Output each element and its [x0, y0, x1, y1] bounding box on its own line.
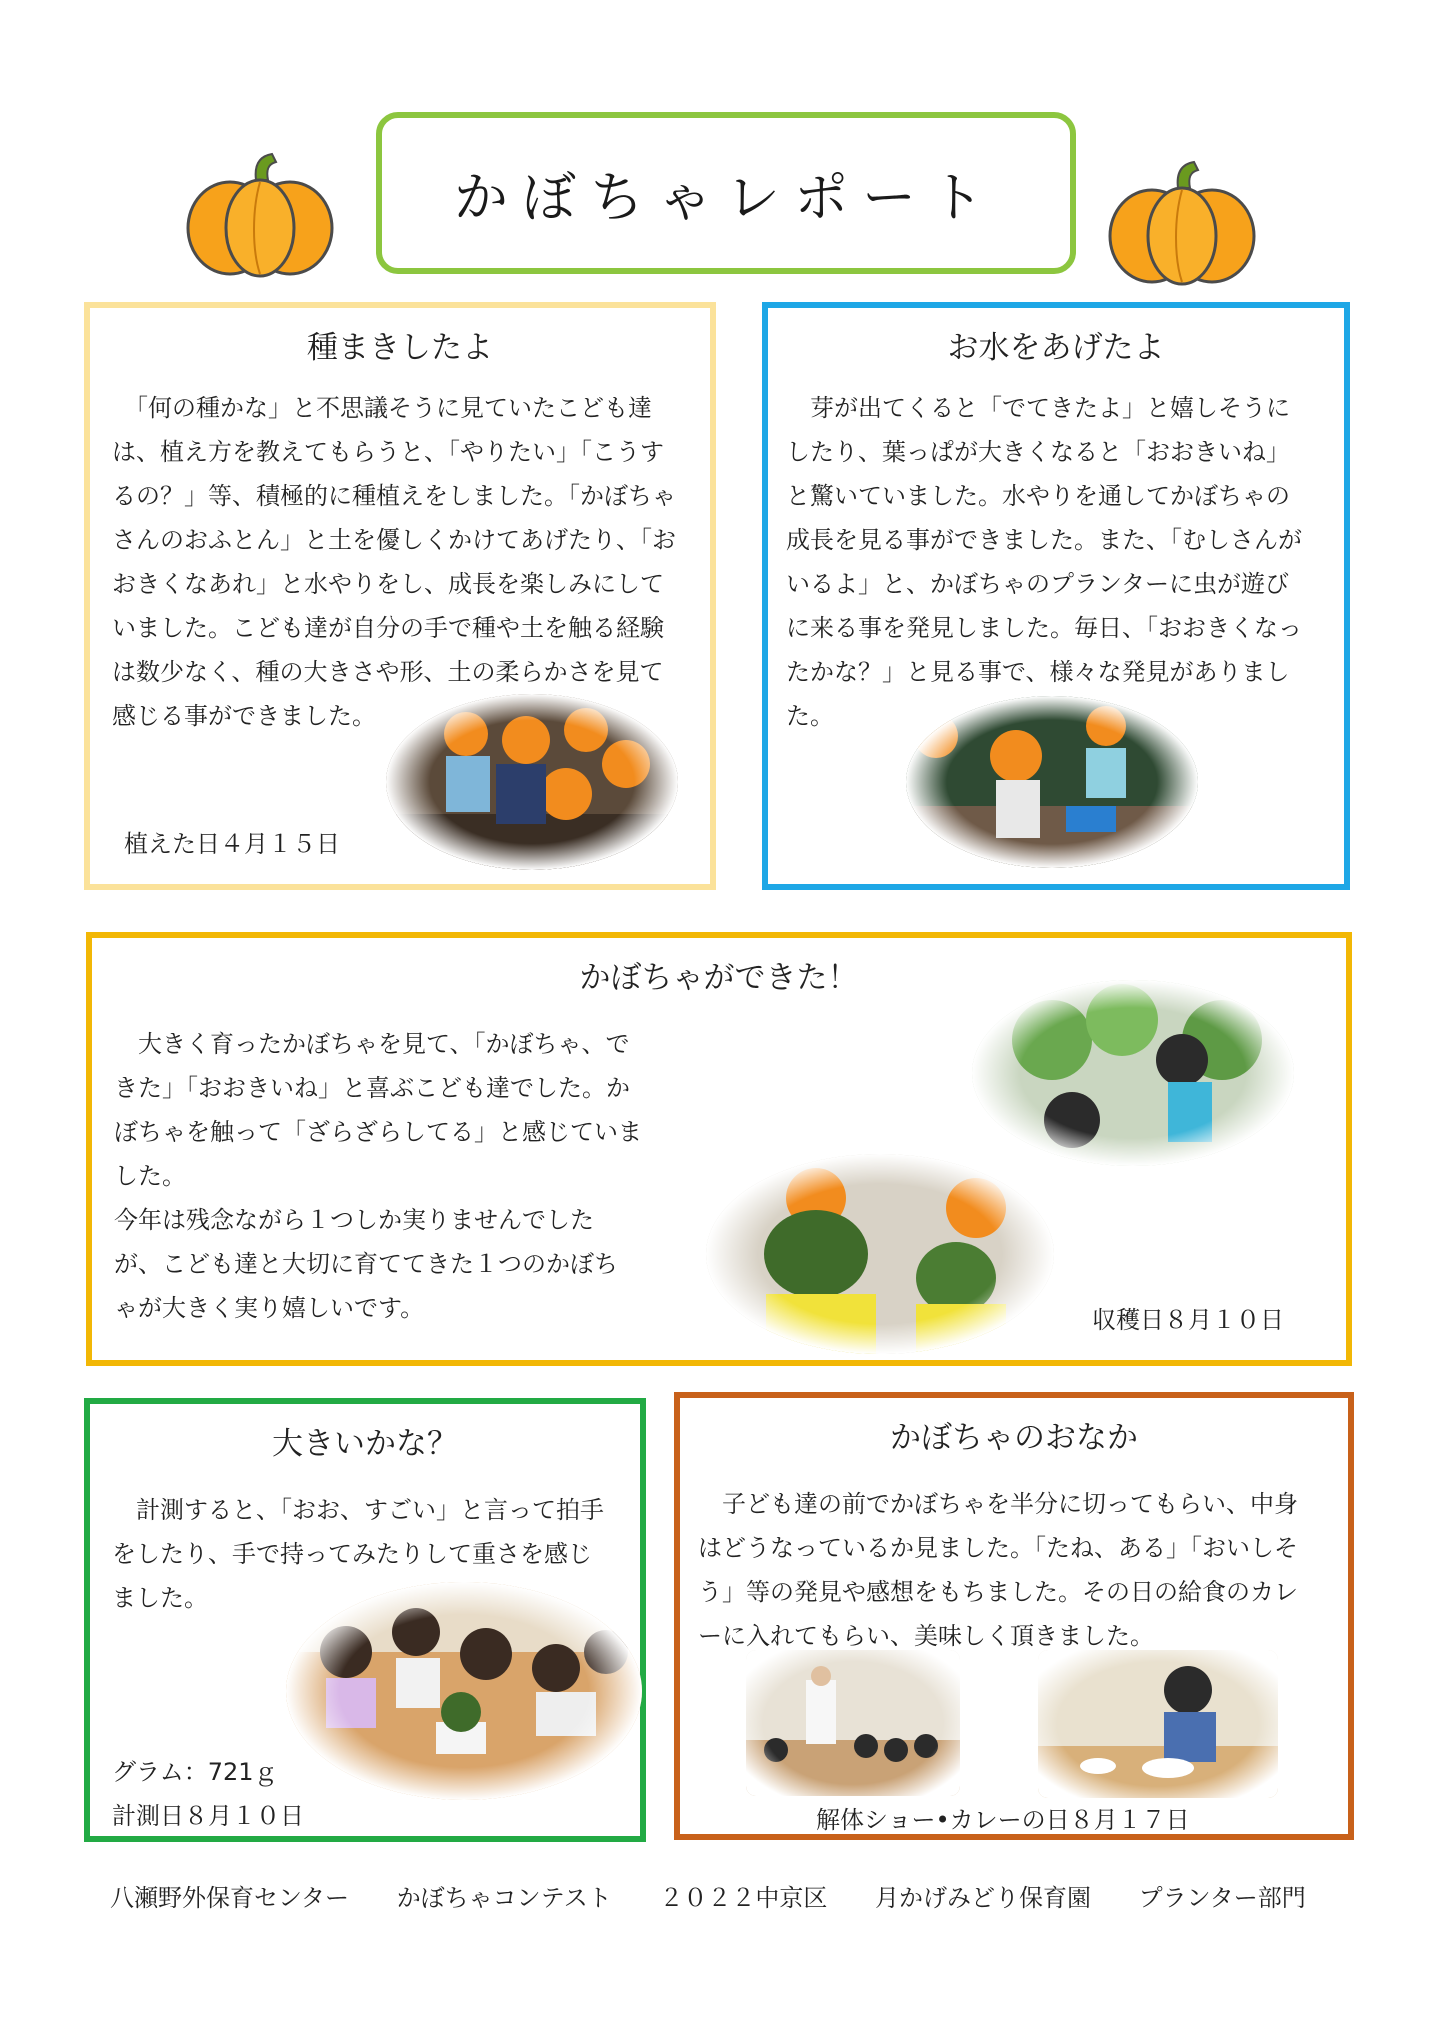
- measurement-date-caption: 計測日８月１０日: [112, 1802, 304, 1830]
- footer-org: 八瀬野外保育センター: [110, 1884, 350, 1912]
- photo-cutting-demonstration: [746, 1650, 960, 1796]
- panel-weighing: [84, 1398, 646, 1842]
- panel-body-text: 芽が出てくると「でてきたよ」と嬉しそうに したり、葉っぱが大きくなると「おおきいね」 と驚いていました。水やりを通してかぼちゃの 成長を見る事ができました。また、「むしさんが いるよ」と、かぼちゃのプランターに虫が遊び に来る事を発見しました。毎日、「おおきくなっ たかな？」と見る事で、様々な発見がありまし た。: [786, 394, 1302, 730]
- footer-division: プランター部門: [1138, 1884, 1306, 1912]
- footer: [110, 1878, 1346, 1913]
- panel-harvest: [86, 932, 1352, 1366]
- harvest-date-caption: 収穫日８月１０日: [1092, 1306, 1284, 1334]
- weight-caption: グラム：721ｇ: [112, 1758, 278, 1786]
- panel-seed-planting: [84, 302, 716, 890]
- panel-heading: かぼちゃができた！: [579, 960, 859, 996]
- panel-body-text: 子ども達の前でかぼちゃを半分に切ってもらい、中身 はどうなっているか見ました。「たね、ある」「おいしそ う」等の発見や感想をもちました。その日の給食のカレ ーに入れてもらい、美味しく頂きました。: [698, 1490, 1298, 1650]
- panel-body-text: 「何の種かな」と不思議そうに見ていたこども達 は、植え方を教えてもらうと、「やりたい」「こうす るの？」等、積極的に種植えをしました。「かぼちゃ さんのおふとん」と土を優しくかけてあげたり、「お おきくなあれ」と水やりをし、成長を楽しみにして いました。こども達が自分の手で種や土を触る経験 は数少なく、種の大きさや形、土の柔らかさを見て 感じる事ができました。: [112, 394, 676, 730]
- photo-children-weighing-pumpkin: [286, 1582, 642, 1800]
- panel-body-text: 大きく育ったかぼちゃを見て、「かぼちゃ、で きた」「おおきいね」と喜ぶこども達でした。か ぼちゃを触って「ざらざらしてる」と感じていま した。 今年は残念ながら１つしか実りませんでした が、こども達と大切に育ててきた１つのかぼち ゃが大きく実り嬉しいです。: [114, 1030, 642, 1322]
- pumpkin-left-icon: [180, 150, 340, 280]
- page-title: かぼちゃレポート: [454, 165, 998, 229]
- panel-body-text: 計測すると、「おお、すごい」と言って拍手 をしたり、手で持ってみたりして重さを感じ ました。: [112, 1496, 604, 1612]
- footer-year-area: ２０２２中京区: [659, 1884, 828, 1912]
- curry-day-caption: 解体ショー•カレーの日８月１７日: [816, 1806, 1190, 1834]
- panel-heading: かぼちゃのおなか: [890, 1420, 1138, 1456]
- panel-heading: 種まきしたよ: [307, 330, 493, 366]
- planting-date-caption: 植えた日４月１５日: [124, 830, 340, 858]
- title-frame: [376, 112, 1076, 274]
- footer-contest: かぼちゃコンテスト: [396, 1884, 612, 1912]
- photo-children-watering: [906, 696, 1198, 868]
- panel-pumpkin-inside: [674, 1392, 1354, 1840]
- panel-heading: お水をあげたよ: [947, 330, 1165, 366]
- photo-pumpkin-vines: [972, 980, 1294, 1166]
- photo-children-planting-seeds: [386, 694, 678, 870]
- panel-watering: [762, 302, 1350, 890]
- panel-heading: 大きいかな？: [272, 1426, 458, 1462]
- photo-child-eating-curry: [1038, 1650, 1278, 1798]
- pumpkin-right-icon: [1102, 158, 1262, 288]
- photo-children-holding-pumpkins: [706, 1154, 1054, 1354]
- footer-school: 月かげみどり保育園: [875, 1884, 1092, 1912]
